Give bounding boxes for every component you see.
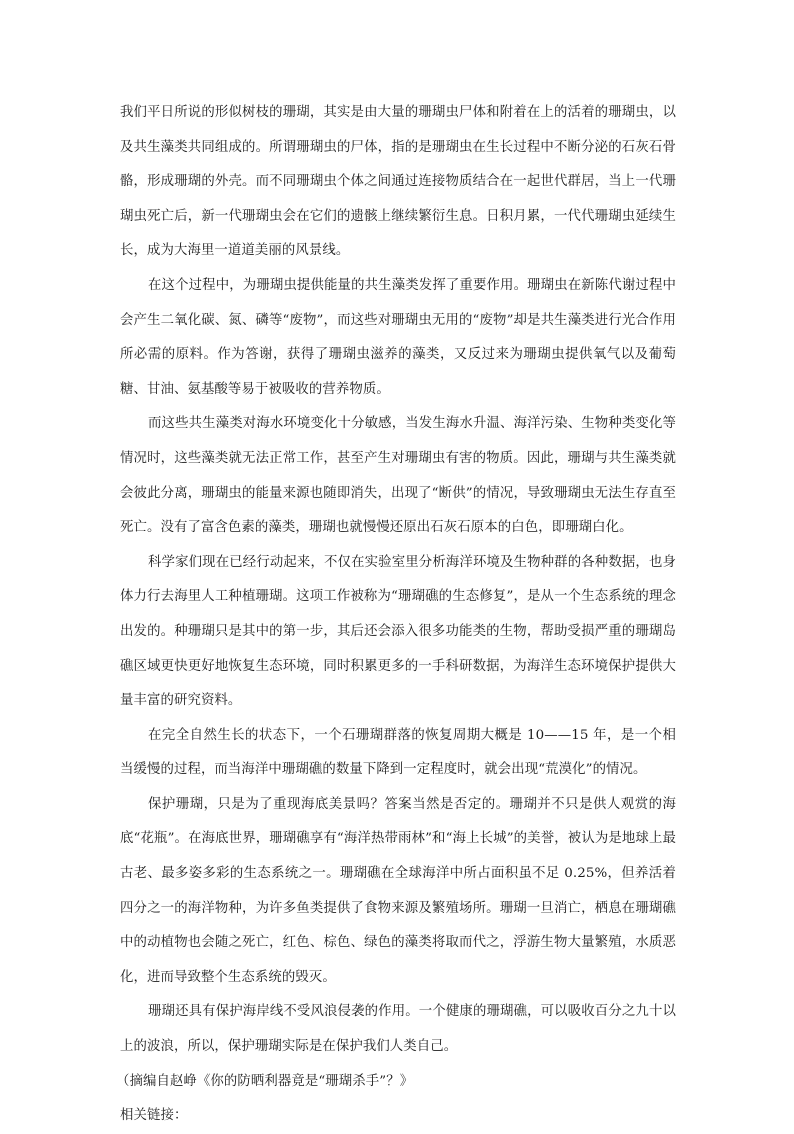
paragraph-3: 而这些共生藻类对海水环境变化十分敏感，当发生海水升温、海洋污染、生物种类变化等情况时，这些藻类就无法正常工作，甚至产生对珊瑚虫有害的物质。因此，珊瑚与共生藻类就会彼此分离，珊瑚虫的能量来源也随即消失，出现了“断供”的情况，导致珊瑚虫无法生存直至死亡。没有了富含色素的藻类，珊瑚也就慢慢还原出石灰石原本的白色，即珊瑚白化。 — [120, 416, 676, 536]
paragraph-5: 在完全自然生长的状态下，一个石珊瑚群落的恢复周期大概是 10——15 年，是一个相当缓慢的过程，而当海洋中珊瑚礁的数量下降到一定程度时，就会出现“荒漠化”的情况。 — [120, 727, 676, 778]
article-body — [116, 96, 676, 1134]
paragraph-4: 科学家们现在已经行动起来，不仅在实验室里分析海洋环境及生物种群的各种数据，也身体力行去海里人工种植珊瑚。这项工作被称为“珊瑚礁的生态修复”，是从一个生态系统的理念出发的。种珊瑚只是其中的第一步，其后还会添入很多功能类的生物，帮助受损严重的珊瑚岛礁区域更快更好地恢复生态环境，同时积累更多的一手科研数据，为海洋生态环境保护提供大量丰富的研究资料。 — [120, 554, 676, 709]
related-links-label: 相关链接： — [120, 1108, 188, 1124]
source-citation: （摘编自赵峥《你的防晒利器竟是“珊瑚杀手”？》 — [116, 1073, 414, 1089]
paragraph-2: 在这个过程中，为珊瑚虫提供能量的共生藻类发挥了重要作用。珊瑚虫在新陈代谢过程中会产生二氧化碳、氮、磷等“废物”，而这些对珊瑚虫无用的“废物”却是共生藻类进行光合作用所必需的原料。作为答谢，获得了珊瑚虫滋养的藻类，又反过来为珊瑚虫提供氧气以及葡萄糖、甘油、氨基酸等易于被吸收的营养物质。 — [120, 277, 676, 397]
paragraph-1: 我们平日所说的形似树枝的珊瑚，其实是由大量的珊瑚虫尸体和附着在上的活着的珊瑚虫，以及共生藻类共同组成的。所谓珊瑚虫的尸体，指的是珊瑚虫在生长过程中不断分泌的石灰石骨骼，形成珊瑚的外壳。而不同珊瑚虫个体之间通过连接物质结合在一起世代群居，当上一代珊瑚虫死亡后，新一代珊瑚虫会在它们的遗骸上继续繁衍生息。日积月累，一代代珊瑚虫延续生长，成为大海里一道道美丽的风景线。 — [120, 105, 676, 259]
paragraph-7: 珊瑚还具有保护海岸线不受风浪侵袭的作用。一个健康的珊瑚礁，可以吸收百分之九十以上的波浪，所以，保护珊瑚实际是在保护我们人类自己。 — [120, 1004, 676, 1055]
paragraph-6: 保护珊瑚，只是为了重现海底美景吗？答案当然是否定的。珊瑚并不只是供人观赏的海底“花瓶”。在海底世界，珊瑚礁享有“海洋热带雨林”和“海上长城”的美誉，被认为是地球上最古老、最多姿多彩的生态系统之一。珊瑚礁在全球海洋中所占面积虽不足 0.25%，但养活着四分之一的海洋物种，为许多鱼类提供了食物来源及繁殖场所。珊瑚一旦消亡，栖息在珊瑚礁中的动植物也会随之死亡，红色、棕色、绿色的藻类将取而代之，浮游生物大量繁殖，水质恶化，进而导致整个生态系统的毁灭。 — [120, 796, 676, 985]
